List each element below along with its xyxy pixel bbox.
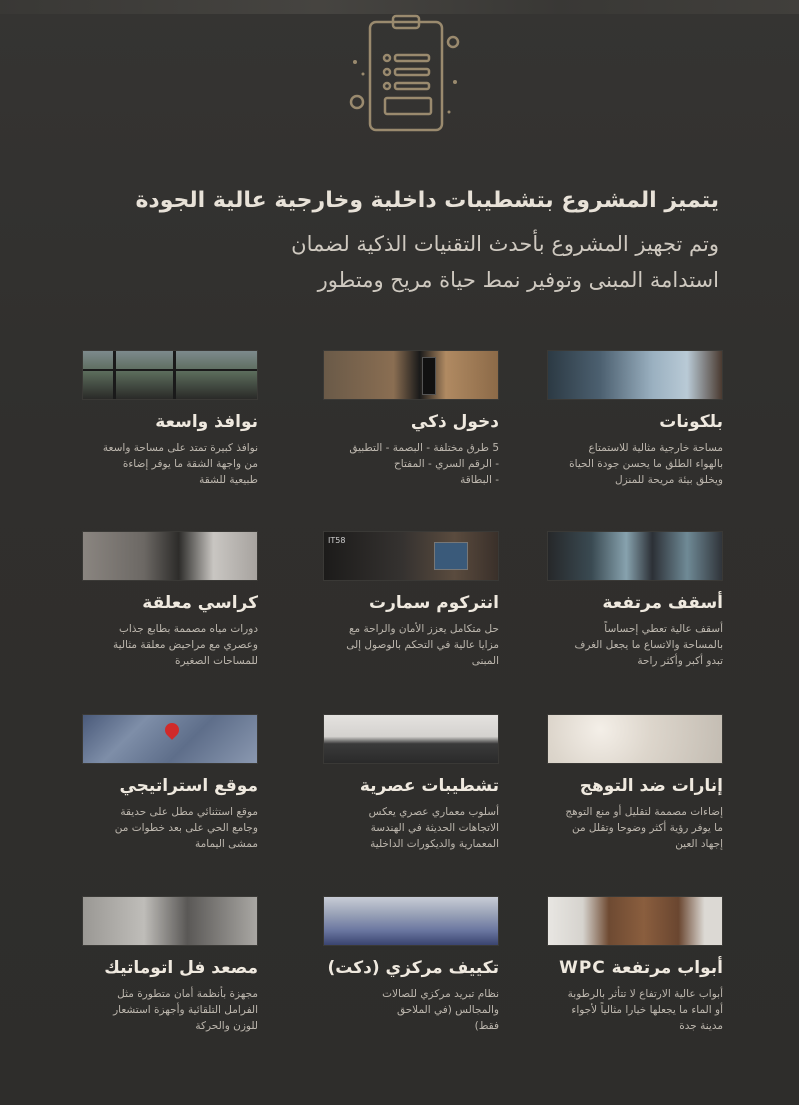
feature-card-location (80, 714, 258, 852)
feature-description: نوافذ كبيرة تمتد على مساحة واسعة من واجهة الشقة ما يوفر إضاءة طبيعية للشقة (102, 442, 258, 486)
feature-description: دورات مياه مصممة بطابع جذاب وعصري مع مراحيض معلقة مثالية للمساحات الصغيرة (113, 623, 258, 667)
feature-description: مساحة خارجية مثالية للاستمتاع بالهواء الطلق ما يحسن جودة الحياة ويخلق بيئة مريحة للمنزل (569, 442, 723, 486)
feature-card-wide-windows (80, 350, 258, 488)
feature-title: تكييف مركزي (دكت) (327, 958, 499, 978)
feature-card-anti-glare (545, 714, 723, 852)
intercom-photo: IT58 (323, 531, 499, 581)
feature-card-smart-entry (321, 350, 499, 488)
feature-card-modern-finishes (321, 714, 499, 852)
feature-title: مصعد فل اتوماتيك (104, 958, 258, 978)
feature-title: نوافذ واسعة (155, 412, 258, 432)
feature-card-balconies (545, 350, 723, 488)
feature-card-wall-toilets (80, 531, 258, 669)
feature-description: أسقف عالية تعطي إحساساً بالمساحة والاتساع ما يجعل الغرف تبدو أكبر وأكثر راحة (574, 623, 723, 667)
feature-title: أسقف مرتفعة (602, 593, 723, 613)
feature-title: انتركوم سمارت (368, 593, 499, 613)
feature-description: موقع استثنائي مطل على حديقة وجامع الحي على بعد خطوات من ممشى اليمامة (114, 806, 258, 850)
feature-title: بلكونات (659, 412, 723, 432)
feature-description: إضاءات مصممة لتقليل أو منع التوهج ما يوفر رؤية أكثر وضوحا وتقلل من إجهاد العين (565, 806, 723, 850)
feature-card-smart-intercom (321, 531, 499, 669)
ducted-ac-photo (323, 896, 499, 946)
map-photo (82, 714, 258, 764)
feature-card-elevator (80, 896, 258, 1034)
subline-1: وتم تجهيز المشروع بأحدث التقنيات الذكية لضمان (291, 232, 719, 256)
elevator-photo (82, 896, 258, 946)
toilet-photo (82, 531, 258, 581)
feature-description: أسلوب معماري عصري يعكس الاتجاهات الحديثة في الهندسة المعمارية والديكورات الداخلية (368, 806, 499, 850)
door-photo (547, 896, 723, 946)
feature-title: كراسي معلقة (142, 593, 258, 613)
feature-title: أبواب مرتفعة WPC (559, 958, 723, 978)
feature-card-high-doors (545, 896, 723, 1034)
feature-description: حل متكامل يعزز الأمان والراحة مع مزايا عالية في التحكم بالوصول إلى المبنى (346, 623, 499, 667)
lights-photo (547, 714, 723, 764)
feature-title: دخول ذكي (410, 412, 499, 432)
feature-description: نظام تبريد مركزي للصالات والمجالس (في الملاحق فقط) (382, 988, 499, 1032)
feature-title: تشطيبات عصرية (359, 776, 499, 796)
windows-photo (82, 350, 258, 400)
map-pin-icon (162, 720, 182, 740)
ceilings-photo (547, 531, 723, 581)
feature-card-central-ac (321, 896, 499, 1034)
sofa-photo (323, 714, 499, 764)
feature-title: إنارات ضد التوهج (579, 776, 723, 796)
clipboard-icon (345, 12, 465, 137)
feature-description: أبواب عالية الارتفاع لا تتأثر بالرطوبة أو الماء ما يجعلها خيارا مثالياً لأجواء مدينة جدة (567, 988, 723, 1032)
feature-title: موقع استراتيجي (119, 776, 258, 796)
subline-2: استدامة المبنى وتوفير نمط حياة مريح ومتطور (317, 268, 719, 292)
headline: يتميز المشروع بتشطيبات داخلية وخارجية عالية الجودة (135, 188, 719, 213)
feature-description: 5 طرق مختلفة - البصمة - التطبيق - الرقم السري - المفتاح - البطاقة (349, 442, 499, 486)
balconies-photo (547, 350, 723, 400)
smart-lock-photo (323, 350, 499, 400)
feature-description: مجهزة بأنظمة أمان متطورة مثل الفرامل التلقائية وأجهزة استشعار للوزن والحركة (113, 988, 258, 1032)
feature-card-high-ceilings (545, 531, 723, 669)
